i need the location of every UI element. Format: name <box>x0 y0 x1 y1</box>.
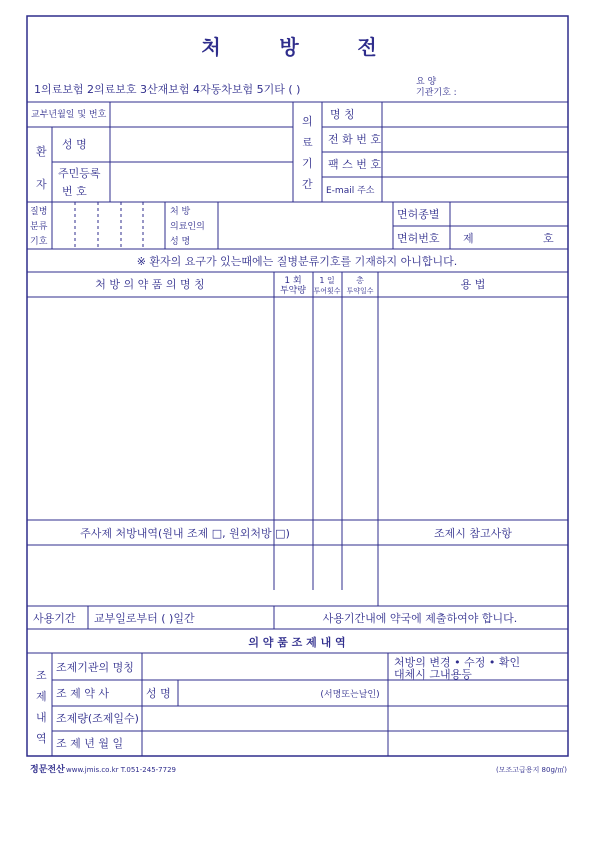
pharmacist-name-label: 성 명 <box>146 687 171 700</box>
institution-email-label: E-mail 주소 <box>326 186 375 196</box>
dispensing-side-2: 제 <box>36 690 47 703</box>
dose-header-2: 투약량 <box>279 286 307 296</box>
usage-period-label: 사용기간 <box>33 612 76 625</box>
medication-name-header: 처 방 의 약 품 의 명 칭 <box>95 278 205 291</box>
license-prefix: 제 <box>463 232 474 245</box>
dispensing-notes-label: 조제시 참고사항 <box>434 527 512 540</box>
disease-label-3: 기호 <box>30 237 48 247</box>
daily-header-2: 투여횟수 <box>313 287 341 295</box>
signature-hint: (서명또는날인) <box>320 690 380 700</box>
prescriber-label-2: 의료인의 <box>170 222 205 232</box>
dispensing-header: 의 약 품 조 제 내 역 <box>248 636 346 649</box>
patient-side-2: 자 <box>36 178 47 191</box>
institution-name-label: 명 칭 <box>330 108 355 121</box>
pharmacist-label: 조 제 약 사 <box>56 687 109 700</box>
institution-side-4: 간 <box>302 178 313 191</box>
usage-period-notice: 사용기간내에 약국에 제출하여야 합니다. <box>322 612 518 625</box>
dose-header-1: 1 회 <box>284 276 302 286</box>
dispensing-amount-label: 조제량(조제일수) <box>56 712 139 725</box>
institution-side-2: 료 <box>302 136 313 149</box>
paper-spec: (모조고급용지 80g/㎡) <box>496 766 567 774</box>
usage-header: 용 법 <box>460 278 486 291</box>
disease-label-2: 분류 <box>30 222 48 232</box>
license-type-label: 면허종별 <box>397 208 440 221</box>
injection-label: 주사제 처방내역(원내 조제 □, 원외처방 □) <box>80 527 290 540</box>
title-char-3: 전 <box>357 35 379 59</box>
issue-date-label: 교부년월일 및 번호 <box>31 110 107 120</box>
prescription-change-label-2: 대체시 그내용등 <box>394 668 472 681</box>
institution-fax-label: 팩 스 번 호 <box>328 158 381 171</box>
institution-code-label-1: 요 양 <box>416 77 437 87</box>
patient-name-label: 성 명 <box>62 138 87 151</box>
dispensing-side-4: 역 <box>36 732 47 745</box>
dispensing-institution-label: 조제기관의 명칭 <box>56 661 134 674</box>
dispensing-side-1: 조 <box>36 669 47 682</box>
patient-id-label-1: 주민등록 <box>58 167 101 180</box>
license-suffix: 호 <box>543 232 554 245</box>
title-char-2: 방 <box>279 35 301 59</box>
institution-code-label-2: 기관기호 : <box>416 88 457 98</box>
days-header-1: 총 <box>356 276 364 285</box>
dispensing-date-label: 조 제 년 월 일 <box>56 737 124 750</box>
prescriber-label-3: 성 명 <box>170 237 191 247</box>
disease-code-notice: ※ 환자의 요구가 있는때에는 질병분류기호를 기재하지 아니합니다. <box>136 255 458 268</box>
institution-side-3: 기 <box>302 157 313 170</box>
daily-header-1: 1 일 <box>319 276 335 285</box>
license-number-label: 면허번호 <box>397 232 440 245</box>
disease-label-1: 질병 <box>30 207 48 217</box>
usage-period-days: 교부일로부터 ( )일간 <box>94 612 195 625</box>
publisher-contact: www.jmis.co.kr T.051-245-7729 <box>66 766 176 774</box>
patient-id-label-2: 번 호 <box>62 185 87 198</box>
patient-side-1: 환 <box>36 145 47 158</box>
prescriber-label-1: 처 방 <box>170 207 191 217</box>
institution-phone-label: 전 화 번 호 <box>328 133 381 146</box>
publisher-name: 정문전산 <box>30 765 65 775</box>
institution-side-1: 의 <box>302 115 313 128</box>
dispensing-side-3: 내 <box>36 711 47 724</box>
title-char-1: 처 <box>201 35 223 59</box>
insurance-types: 1의료보험 2의료보호 3산재보험 4자동차보험 5기타 ( ) <box>34 83 301 96</box>
prescription-change-label-1: 처방의 변경 • 수정 • 확인 <box>394 656 521 669</box>
days-header-2: 투약일수 <box>346 287 374 295</box>
